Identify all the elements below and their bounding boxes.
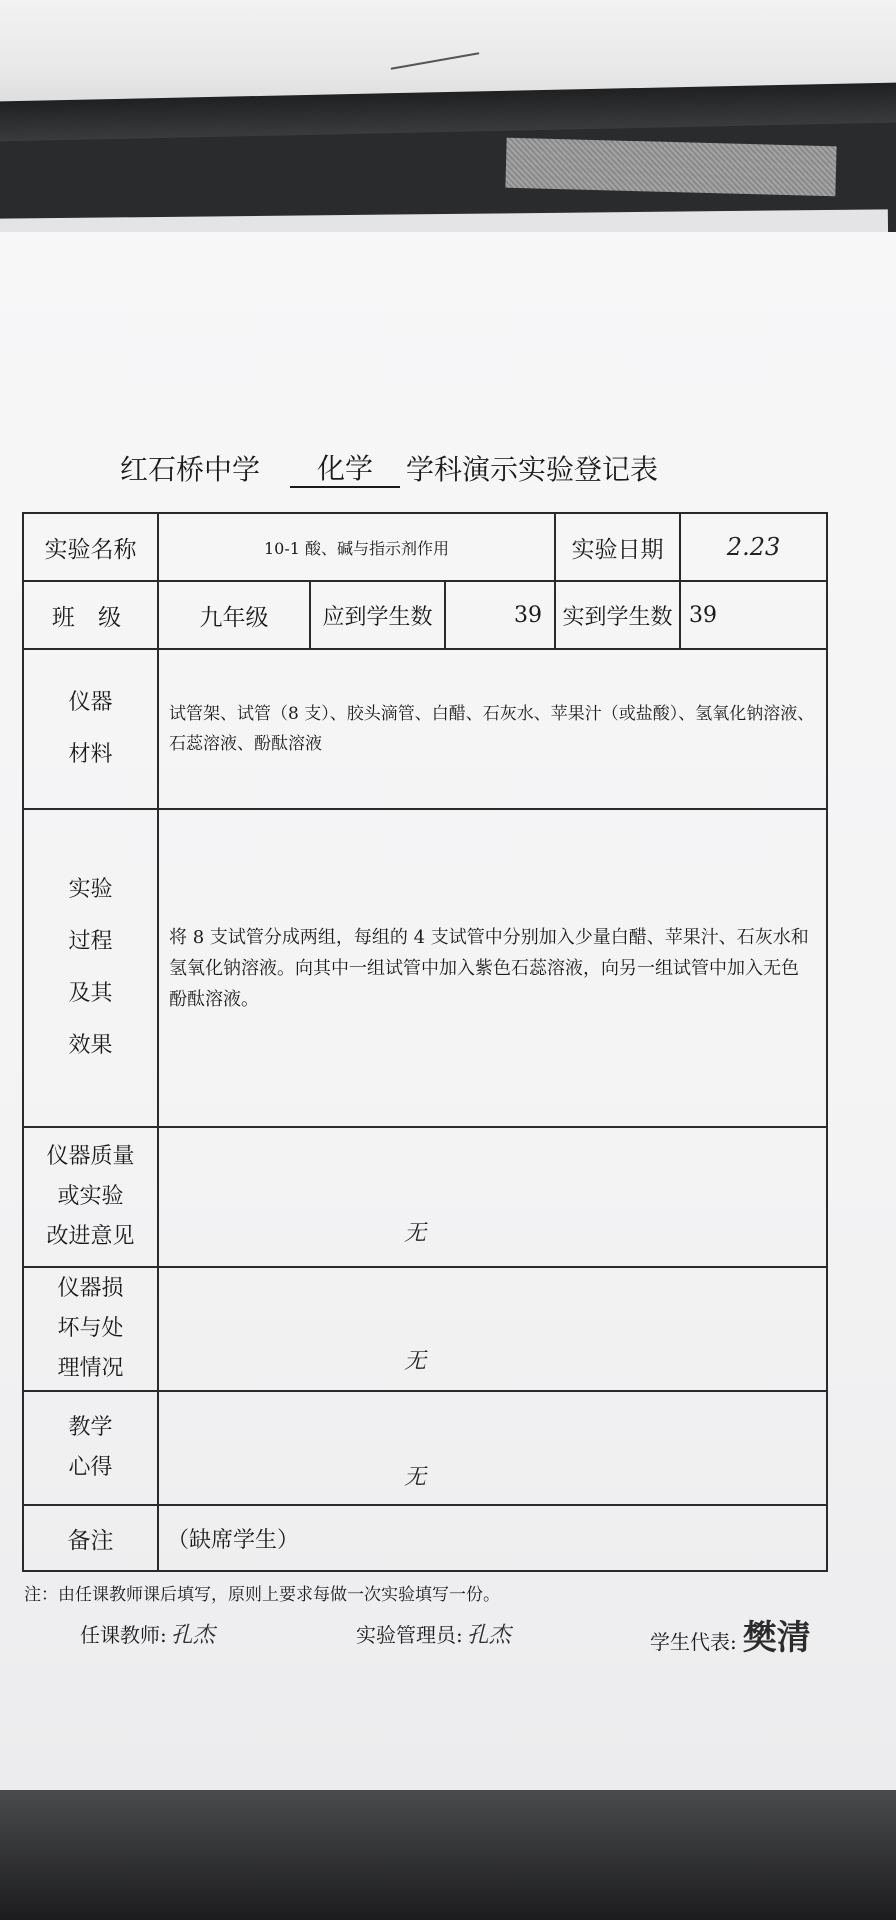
class-value[interactable]: 九年级 <box>158 581 310 649</box>
expected-students-value[interactable]: 39 <box>445 581 555 649</box>
experiment-date-label: 实验日期 <box>555 513 680 581</box>
quality-label-line: 仪器质量 <box>46 1144 135 1169</box>
remarks-value[interactable]: （缺席学生） <box>158 1505 827 1571</box>
table-row <box>23 809 827 1127</box>
table-row <box>23 513 827 581</box>
damage-label-line: 理情况 <box>57 1356 124 1381</box>
table-row <box>23 1127 827 1267</box>
table-row <box>23 1391 827 1505</box>
damage-label <box>23 1267 158 1391</box>
actual-students-label: 实到学生数 <box>555 581 680 649</box>
quality-label <box>23 1127 158 1267</box>
table-row <box>23 581 827 649</box>
actual-students-value[interactable]: 39 <box>680 581 827 649</box>
experiment-name-label: 实验名称 <box>23 513 158 581</box>
damage-label-line: 仪器损 <box>57 1276 124 1301</box>
expected-students-label: 应到学生数 <box>310 581 445 649</box>
damage-value: 无 <box>404 1349 427 1374</box>
procedure-label-line: 实验 <box>68 877 113 902</box>
materials-label-line: 材料 <box>68 742 113 767</box>
procedure-label-line: 及其 <box>68 981 113 1006</box>
teaching-value: 无 <box>404 1465 427 1490</box>
admin-signature-block <box>356 1618 511 1649</box>
admin-signature: 孔杰 <box>466 1623 511 1648</box>
remarks-label: 备注 <box>23 1505 158 1571</box>
table-row <box>23 649 827 809</box>
experiment-register-table <box>22 512 828 1572</box>
footer-note: 注：由任课教师课后填写，原则上要求每做一次实验填写一份。 <box>24 1585 500 1605</box>
table-row <box>23 1505 827 1571</box>
form-title: 学科演示实验登记表 <box>406 453 659 486</box>
page-title <box>120 448 760 488</box>
procedure-label-line: 效果 <box>68 1033 113 1058</box>
damage-cell[interactable] <box>158 1267 827 1391</box>
materials-label-line: 仪器 <box>68 690 113 715</box>
student-rep-signature: 樊清 <box>742 1618 811 1658</box>
quality-label-line: 或实验 <box>57 1184 124 1209</box>
student-rep-signature-block <box>650 1610 811 1659</box>
quality-label-line: 改进意见 <box>46 1224 135 1249</box>
school-name: 红石桥中学 <box>120 453 261 486</box>
teaching-label-line: 教学 <box>68 1415 113 1440</box>
quality-value: 无 <box>404 1221 427 1246</box>
table-row <box>23 1267 827 1391</box>
teaching-label-line: 心得 <box>68 1455 113 1480</box>
materials-value[interactable]: 试管架、试管（8 支）、胶头滴管、白醋、石灰水、苹果汁（或盐酸）、氢氧化钠溶液、石蕊溶液、酚酞溶液 <box>158 649 827 809</box>
experiment-name-value[interactable]: 10-1 酸、碱与指示剂作用 <box>158 513 555 581</box>
teacher-signature: 孔杰 <box>170 1623 215 1648</box>
procedure-label <box>23 809 158 1127</box>
materials-label <box>23 649 158 809</box>
quality-cell[interactable] <box>158 1127 827 1267</box>
experiment-date-value[interactable]: 2.23 <box>680 513 827 581</box>
subject-field: 化学 <box>290 452 400 488</box>
teaching-label <box>23 1391 158 1505</box>
student-rep-label: 学生代表: <box>650 1630 737 1654</box>
adhesive-tape <box>505 138 836 197</box>
teacher-label: 任课教师: <box>80 1623 167 1647</box>
procedure-value[interactable]: 将 8 支试管分成两组，每组的 4 支试管中分别加入少量白醋、苹果汁、石灰水和氢氧化钠溶液。向其中一组试管中加入紫色石蕊溶液，向另一组试管中加入无色酚酞溶液。 <box>158 809 827 1127</box>
damage-label-line: 坏与处 <box>57 1316 124 1341</box>
procedure-label-line: 过程 <box>68 929 113 954</box>
teaching-cell[interactable] <box>158 1391 827 1505</box>
class-label: 班 级 <box>23 581 158 649</box>
admin-label: 实验管理员: <box>356 1623 463 1647</box>
bottom-shadow <box>0 1790 896 1920</box>
teacher-signature-block <box>80 1618 215 1649</box>
